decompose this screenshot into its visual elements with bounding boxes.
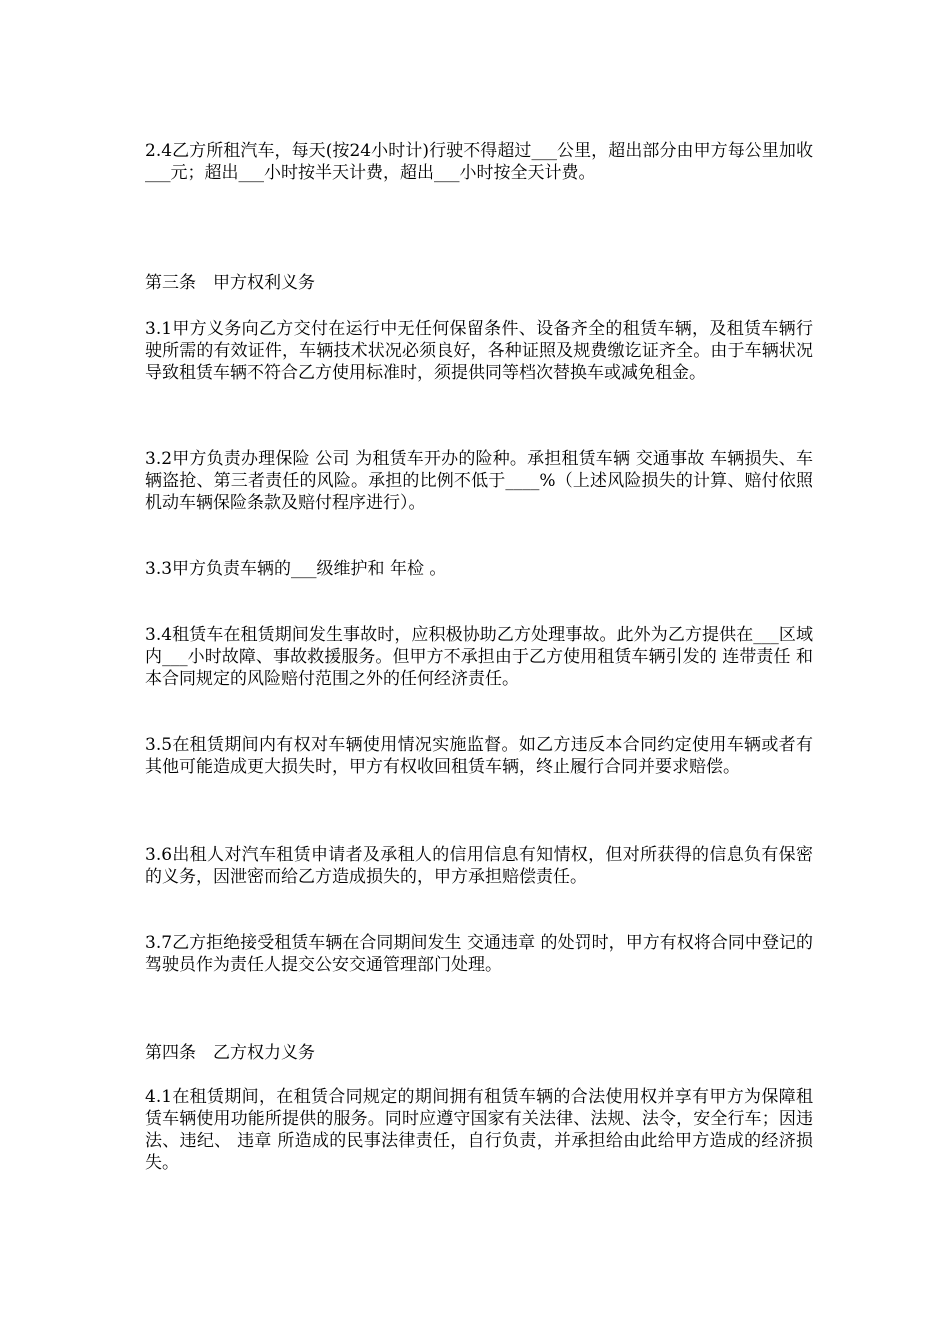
- clause-3-2: 3.2甲方负责办理保险 公司 为租赁车开办的险种。承担租赁车辆 交通事故 车辆损失、车辆盗抢、第三者责任的风险。承担的比例不低于____%（上述风险损失的计算、赔付依照机动车辆保险条款及赔付程序进行）。: [145, 449, 813, 513]
- clause-3-3: 3.3甲方负责车辆的___级维护和 年检 。: [145, 559, 447, 579]
- clause-3-1: 3.1甲方义务向乙方交付在运行中无任何保留条件、设备齐全的租赁车辆，及租赁车辆行驶所需的有效证件，车辆技术状况必须良好，各种证照及规费缴讫证齐全。由于车辆状况导致租赁车辆不符合乙方使用标准时，须提供同等档次替换车或减免租金。: [145, 319, 813, 383]
- section-heading-article-3: 第三条 甲方权利义务: [145, 273, 315, 293]
- clause-2-4: 2.4乙方所租汽车，每天(按24小时计)行驶不得超过___公里，超出部分由甲方每公里加收___元；超出___小时按半天计费，超出___小时按全天计费。: [145, 141, 813, 183]
- clause-3-7: 3.7乙方拒绝接受租赁车辆在合同期间发生 交通违章 的处罚时，甲方有权将合同中登记的驾驶员作为责任人提交公安交通管理部门处理。: [145, 933, 813, 975]
- clause-4-1: 4.1在租赁期间，在租赁合同规定的期间拥有租赁车辆的合法使用权并享有甲方为保障租赁车辆使用功能所提供的服务。同时应遵守国家有关法律、法规、法令，安全行车；因违法、违纪、 违章 所造成的民事法律责任，自行负责，并承担给由此给甲方造成的经济损失。: [145, 1087, 813, 1173]
- section-heading-article-4: 第四条 乙方权力义务: [145, 1043, 315, 1063]
- clause-3-4: 3.4租赁车在租赁期间发生事故时，应积极协助乙方处理事故。此外为乙方提供在___区域内___小时故障、事故救援服务。但甲方不承担由于乙方使用租赁车辆引发的 连带责任 和本合同规定的风险赔付范围之外的任何经济责任。: [145, 625, 813, 689]
- clause-3-6: 3.6出租人对汽车租赁申请者及承租人的信用信息有知情权，但对所获得的信息负有保密的义务，因泄密而给乙方造成损失的，甲方承担赔偿责任。: [145, 845, 813, 887]
- clause-3-5: 3.5在租赁期间内有权对车辆使用情况实施监督。如乙方违反本合同约定使用车辆或者有其他可能造成更大损失时，甲方有权收回租赁车辆，终止履行合同并要求赔偿。: [145, 735, 813, 777]
